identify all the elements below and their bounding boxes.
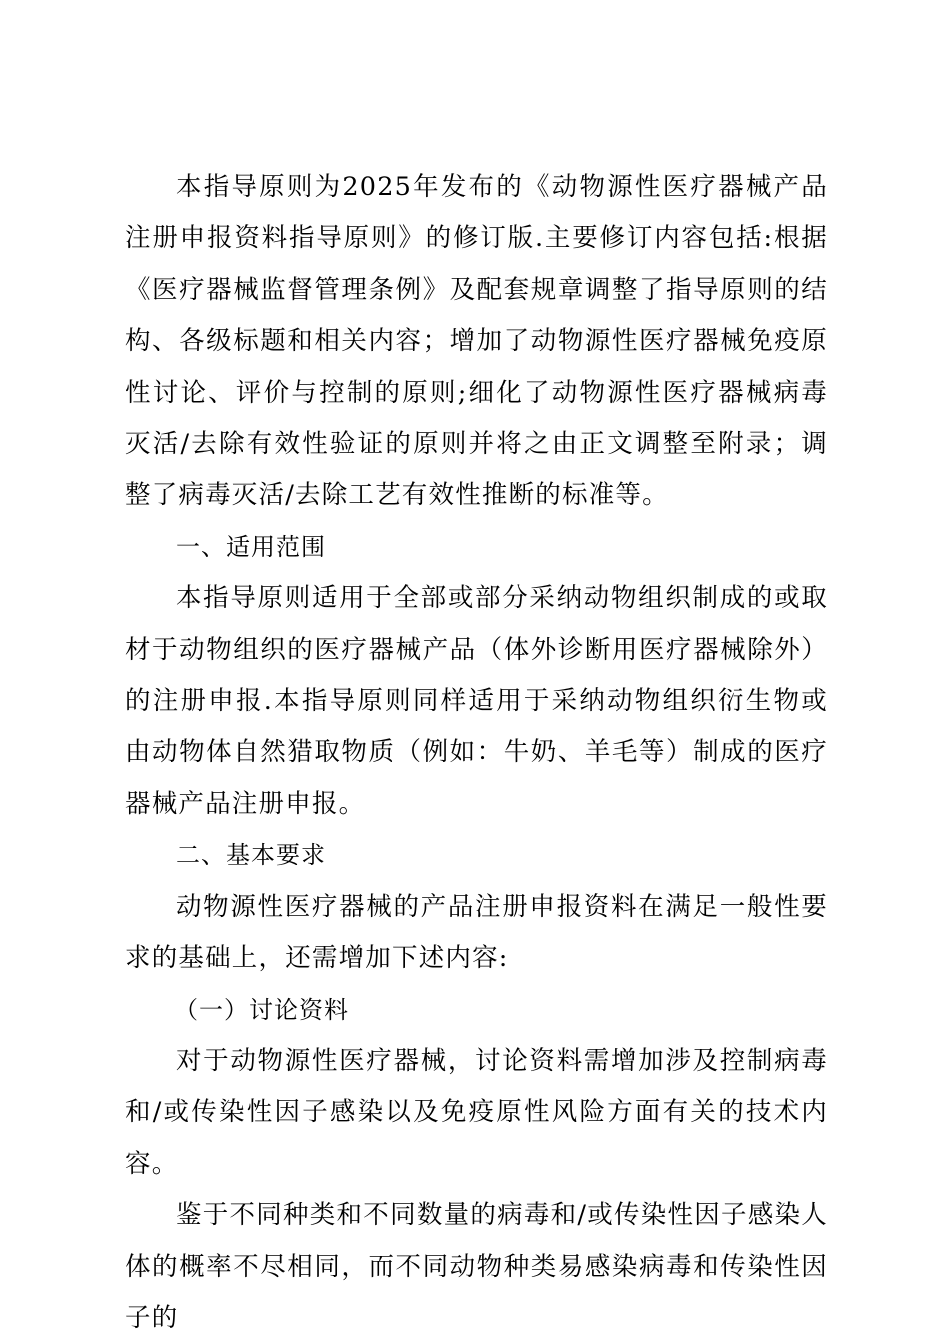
requirements-paragraph: 动物源性医疗器械的产品注册申报资料在满足一般性要求的基础上，还需增加下述内容:	[125, 891, 828, 974]
intro-paragraph: 本指导原则为2025年发布的《动物源性医疗器械产品注册申报资料指导原则》的修订版.主要修订内容包括:根据《医疗器械监督管理条例》及配套规章调整了指导原则的结构、各级标题和相关内容；增加了动物源性医疗器械免疫原性讨论、评价与控制的原则;细化了动物源性医疗器械病毒灭活/去除有效性验证的原则并将之由正文调整至附录；调整了病毒灭活/去除工艺有效性推断的标准等。	[125, 172, 828, 511]
scope-paragraph: 本指导原则适用于全部或部分采纳动物组织制成的或取材于动物组织的医疗器械产品（体外诊断用医疗器械除外）的注册申报.本指导原则同样适用于采纳动物组织衍生物或由动物体自然猎取物质（例如：牛奶、羊毛等）制成的医疗器械产品注册申报。	[125, 583, 828, 819]
subsection-heading-discussion: （一）讨论资料	[174, 995, 349, 1024]
section-heading-basic-requirements: 二、基本要求	[176, 841, 326, 870]
discussion-paragraph: 对于动物源性医疗器械，讨论资料需增加涉及控制病毒和/或传染性因子感染以及免疫原性风险方面有关的技术内容。	[125, 1045, 828, 1179]
document-page	[125, 162, 828, 1344]
virus-paragraph: 鉴于不同种类和不同数量的病毒和/或传染性因子感染人体的概率不尽相同，而不同动物种类易感染病毒和传染性因子的	[125, 1200, 828, 1333]
section-heading-scope: 一、适用范围	[176, 532, 326, 561]
